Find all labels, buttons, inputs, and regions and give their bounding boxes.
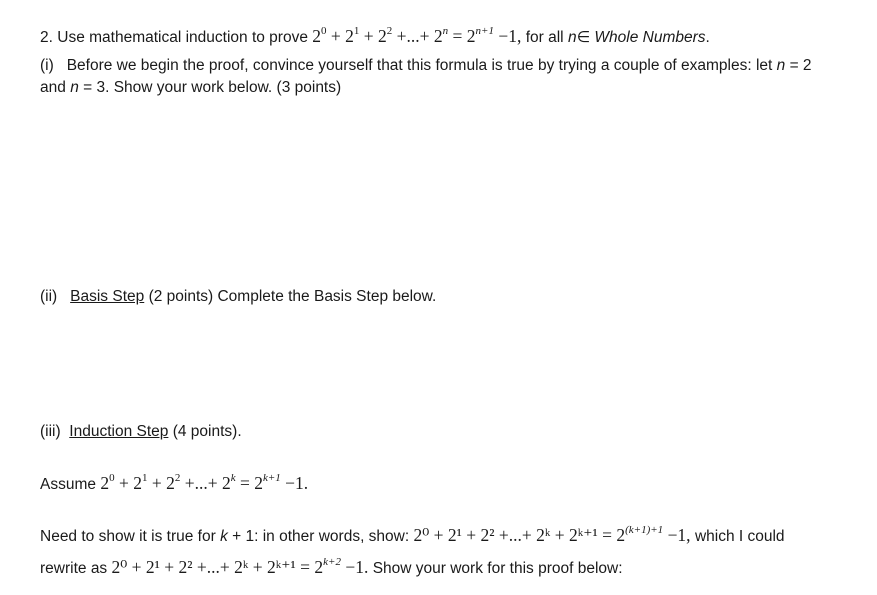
problem-statement: 2. Use mathematical induction to prove $2^0 + 2^1 + 2^2$ +...+ $2^n = 2^{n+1} -1$, for all n∈ Whole Numbers. [40, 24, 710, 46]
part-iii-label: (iii) [40, 423, 61, 440]
induction-step-heading: Induction Step [69, 423, 169, 440]
problem-number: 2. [40, 29, 53, 46]
problem-formula: $2^0 + 2^1 + 2^2$ +...+ $2^n = 2^{n+1} -1$, [312, 24, 522, 46]
part-iii-points: (4 points). [172, 423, 242, 440]
part-i-line-2: and n = 3. Show your work below. (3 points) [40, 79, 342, 96]
assume-formula: $2^0 + 2^1 + 2^2$ +...+ $2^k = 2^{k+1} -1$. [100, 471, 309, 493]
assume-line [40, 473, 308, 494]
domain-var: n [567, 29, 577, 46]
part-i-line-1: (i) Before we begin the proof, convince yourself that this formula is true by trying a couple of examples: let n = 2 [40, 57, 812, 74]
part-ii [40, 288, 436, 306]
part-i-text: Before we begin the proof, convince yourself that this formula is true by trying a couple of examples: let [66, 57, 773, 74]
part-i-label: (i) [40, 57, 54, 74]
assume-label: Assume [40, 476, 96, 493]
part-ii-text: (2 points) Complete the Basis Step below. [148, 288, 437, 305]
element-of-symbol: ∈ [576, 29, 591, 46]
basis-step-heading: Basis Step [70, 288, 145, 305]
rewrite-formula: 2⁰ + 2¹ + 2² +...+ 2ᵏ + 2ᵏ⁺¹ = $2^{k+2} -1$. [111, 555, 369, 577]
need-formula: 2⁰ + 2¹ + 2² +...+ 2ᵏ + 2ᵏ⁺¹ = $2^{(k+1)+1} -1$, [413, 523, 691, 545]
domain-set: Whole Numbers [594, 29, 706, 46]
need-to-show-line: Need to show it is true for k + 1: in other words, show: 2⁰ + 2¹ + 2² +...+ 2ᵏ + 2ᵏ⁺¹ = $2^{(k+1)+1} -1$, which I could [40, 523, 785, 545]
part-ii-label: (ii) [40, 288, 58, 305]
problem-intro: Use mathematical induction to prove [57, 29, 308, 46]
rewrite-line: rewrite as 2⁰ + 2¹ + 2² +...+ 2ᵏ + 2ᵏ⁺¹ = $2^{k+2} -1$. Show your work for this proof below: [40, 555, 623, 577]
part-iii [40, 423, 242, 441]
domain-prefix: for all [525, 29, 564, 46]
